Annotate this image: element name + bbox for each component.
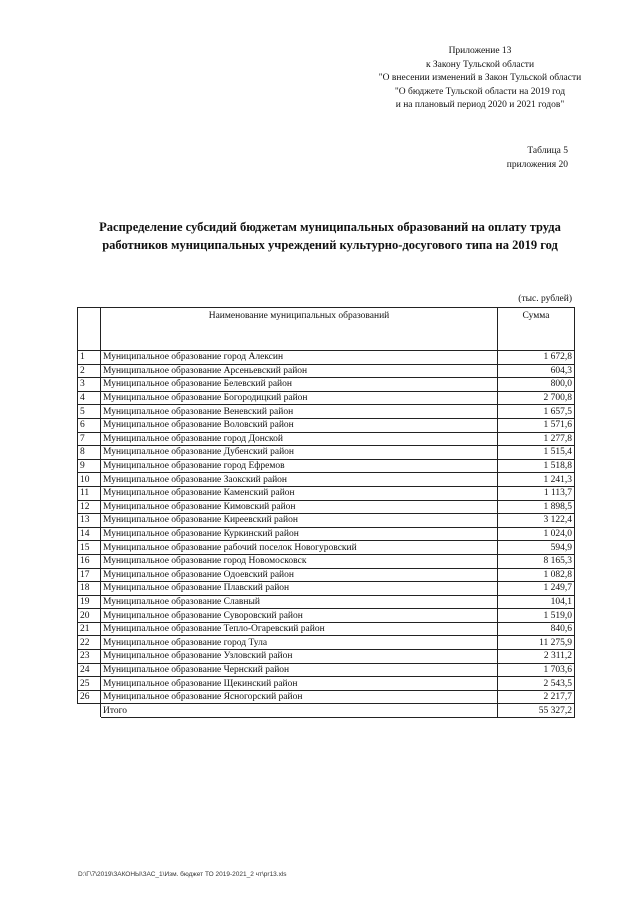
municipality-name: Муниципальное образование Воловский район — [101, 418, 498, 432]
subsidy-table — [77, 307, 575, 718]
row-number: 16 — [78, 554, 101, 568]
municipality-name: Муниципальное образование Веневский район — [101, 405, 498, 419]
row-number: 13 — [78, 514, 101, 528]
table-row — [78, 554, 575, 568]
table-body — [78, 351, 575, 718]
table-row — [78, 663, 575, 677]
municipality-name: Муниципальное образование Узловский район — [101, 650, 498, 664]
subsidy-amount: 594,9 — [498, 541, 575, 555]
row-number: 14 — [78, 527, 101, 541]
municipality-name: Муниципальное образование город Новомосковск — [101, 554, 498, 568]
municipality-name: Муниципальное образование Ясногорский район — [101, 690, 498, 704]
subsidy-amount: 1 898,5 — [498, 500, 575, 514]
header-name-cell: Наименование муниципальных образований — [101, 308, 498, 351]
table-row — [78, 473, 575, 487]
row-number: 6 — [78, 418, 101, 432]
subsidy-amount: 8 165,3 — [498, 554, 575, 568]
subsidy-amount: 1 703,6 — [498, 663, 575, 677]
municipality-name: Муниципальное образование Тепло-Огаревский район — [101, 622, 498, 636]
table-row — [78, 582, 575, 596]
subsidy-amount: 1 024,0 — [498, 527, 575, 541]
row-number: 11 — [78, 486, 101, 500]
row-number: 1 — [78, 351, 101, 365]
municipality-name: Муниципальное образование Каменский район — [101, 486, 498, 500]
municipality-name: Муниципальное образование Суворовский район — [101, 609, 498, 623]
table-row — [78, 459, 575, 473]
municipality-name: Муниципальное образование Заокский район — [101, 473, 498, 487]
municipality-name: Муниципальное образование Дубенский район — [101, 446, 498, 460]
title-line: работников муниципальных учреждений культурно-досугового типа на 2019 год — [102, 238, 558, 252]
row-number: 5 — [78, 405, 101, 419]
municipality-name: Муниципальное образование Кимовский район — [101, 500, 498, 514]
appendix-line: Приложение 13 — [448, 46, 512, 56]
appendix-line: "О бюджете Тульской области на 2019 год — [394, 86, 566, 97]
table-row — [78, 636, 575, 650]
row-number: 18 — [78, 582, 101, 596]
subsidy-amount: 3 122,4 — [498, 514, 575, 528]
municipality-name: Муниципальное образование Славный — [101, 595, 498, 609]
subsidy-amount: 1 241,3 — [498, 473, 575, 487]
total-label: Итого — [101, 704, 498, 718]
table-row — [78, 391, 575, 405]
table-row — [78, 351, 575, 365]
subsidy-amount: 800,0 — [498, 378, 575, 392]
table-header-row — [78, 308, 575, 351]
subsidy-amount: 2 543,5 — [498, 677, 575, 691]
file-path-footer: D:\Г\7\2019\ЗАКОНЫ\ЗАС_1\Изм. бюджет ТО 2019-2021_2 чт\pr13.xls — [78, 871, 287, 878]
subsidy-amount: 1 249,7 — [498, 582, 575, 596]
municipality-name: Муниципальное образование город Алексин — [101, 351, 498, 365]
subsidy-amount: 604,3 — [498, 364, 575, 378]
appendix-line: "О внесении изменений в Закон Тульской области — [378, 73, 582, 83]
table-row — [78, 364, 575, 378]
subsidy-amount: 11 275,9 — [498, 636, 575, 650]
municipality-name: Муниципальное образование Чернский район — [101, 663, 498, 677]
row-number: 25 — [78, 677, 101, 691]
row-number: 12 — [78, 500, 101, 514]
subsidy-amount: 1 518,8 — [498, 459, 575, 473]
subsidy-amount: 104,1 — [498, 595, 575, 609]
row-number: 26 — [78, 690, 101, 704]
table-row — [78, 378, 575, 392]
header-num-cell — [78, 308, 101, 351]
document-title — [70, 218, 590, 254]
subsidy-amount: 2 217,7 — [498, 690, 575, 704]
table-row — [78, 486, 575, 500]
row-number: 3 — [78, 378, 101, 392]
table-row — [78, 609, 575, 623]
municipality-name: Муниципальное образование Белевский район — [101, 378, 498, 392]
table-label: Таблица 5 — [527, 146, 568, 156]
municipality-name: Муниципальное образование Киреевский район — [101, 514, 498, 528]
table-row — [78, 527, 575, 541]
appendix-line: к Закону Тульской области — [425, 59, 535, 70]
row-number: 7 — [78, 432, 101, 446]
row-number: 2 — [78, 364, 101, 378]
municipality-name: Муниципальное образование Арсеньевский район — [101, 364, 498, 378]
table-row — [78, 595, 575, 609]
total-sum: 55 327,2 — [498, 704, 575, 718]
subsidy-amount: 1 657,5 — [498, 405, 575, 419]
subsidy-amount: 1 277,8 — [498, 432, 575, 446]
subsidy-amount: 1 113,7 — [498, 486, 575, 500]
subsidy-amount: 2 311,2 — [498, 650, 575, 664]
total-row — [78, 704, 575, 718]
appendix-header — [330, 45, 630, 113]
municipality-name: Муниципальное образование Куркинский район — [101, 527, 498, 541]
table-row — [78, 418, 575, 432]
municipality-name: Муниципальное образование город Тула — [101, 636, 498, 650]
header-sum-cell: Сумма — [498, 308, 575, 351]
row-number: 20 — [78, 609, 101, 623]
row-number: 22 — [78, 636, 101, 650]
table-row — [78, 541, 575, 555]
subsidy-amount: 1 515,4 — [498, 446, 575, 460]
subsidy-amount: 1 571,6 — [498, 418, 575, 432]
municipality-name: Муниципальное образование город Донской — [101, 432, 498, 446]
table-row — [78, 568, 575, 582]
row-number: 4 — [78, 391, 101, 405]
row-number: 21 — [78, 622, 101, 636]
table-row — [78, 432, 575, 446]
table-row — [78, 622, 575, 636]
table-row — [78, 500, 575, 514]
row-number: 19 — [78, 595, 101, 609]
row-number: 23 — [78, 650, 101, 664]
municipality-name: Муниципальное образование Одоевский район — [101, 568, 498, 582]
subsidy-amount: 1 082,8 — [498, 568, 575, 582]
row-number: 10 — [78, 473, 101, 487]
subsidy-amount: 840,6 — [498, 622, 575, 636]
municipality-name: Муниципальное образование рабочий поселок Новогуровский — [101, 541, 498, 555]
table-row — [78, 690, 575, 704]
subsidy-amount: 2 700,8 — [498, 391, 575, 405]
total-num-cell — [78, 704, 101, 718]
row-number: 8 — [78, 446, 101, 460]
unit-label: (тыс. рублей) — [518, 294, 572, 304]
table-sub-label: приложения 20 — [506, 159, 568, 170]
row-number: 24 — [78, 663, 101, 677]
row-number: 17 — [78, 568, 101, 582]
municipality-name: Муниципальное образование Богородицкий район — [101, 391, 498, 405]
municipality-name: Муниципальное образование Плавский район — [101, 582, 498, 596]
table-row — [78, 446, 575, 460]
table-reference — [507, 145, 568, 172]
municipality-name: Муниципальное образование Щекинский район — [101, 677, 498, 691]
row-number: 9 — [78, 459, 101, 473]
appendix-line: и на плановый период 2020 и 2021 годов" — [395, 100, 565, 110]
municipality-name: Муниципальное образование город Ефремов — [101, 459, 498, 473]
subsidy-amount: 1 672,8 — [498, 351, 575, 365]
table-row — [78, 405, 575, 419]
table-row — [78, 514, 575, 528]
subsidy-amount: 1 519,0 — [498, 609, 575, 623]
row-number: 15 — [78, 541, 101, 555]
table-row — [78, 677, 575, 691]
title-line: Распределение субсидий бюджетам муниципальных образований на оплату труда — [99, 220, 561, 234]
table-row — [78, 650, 575, 664]
